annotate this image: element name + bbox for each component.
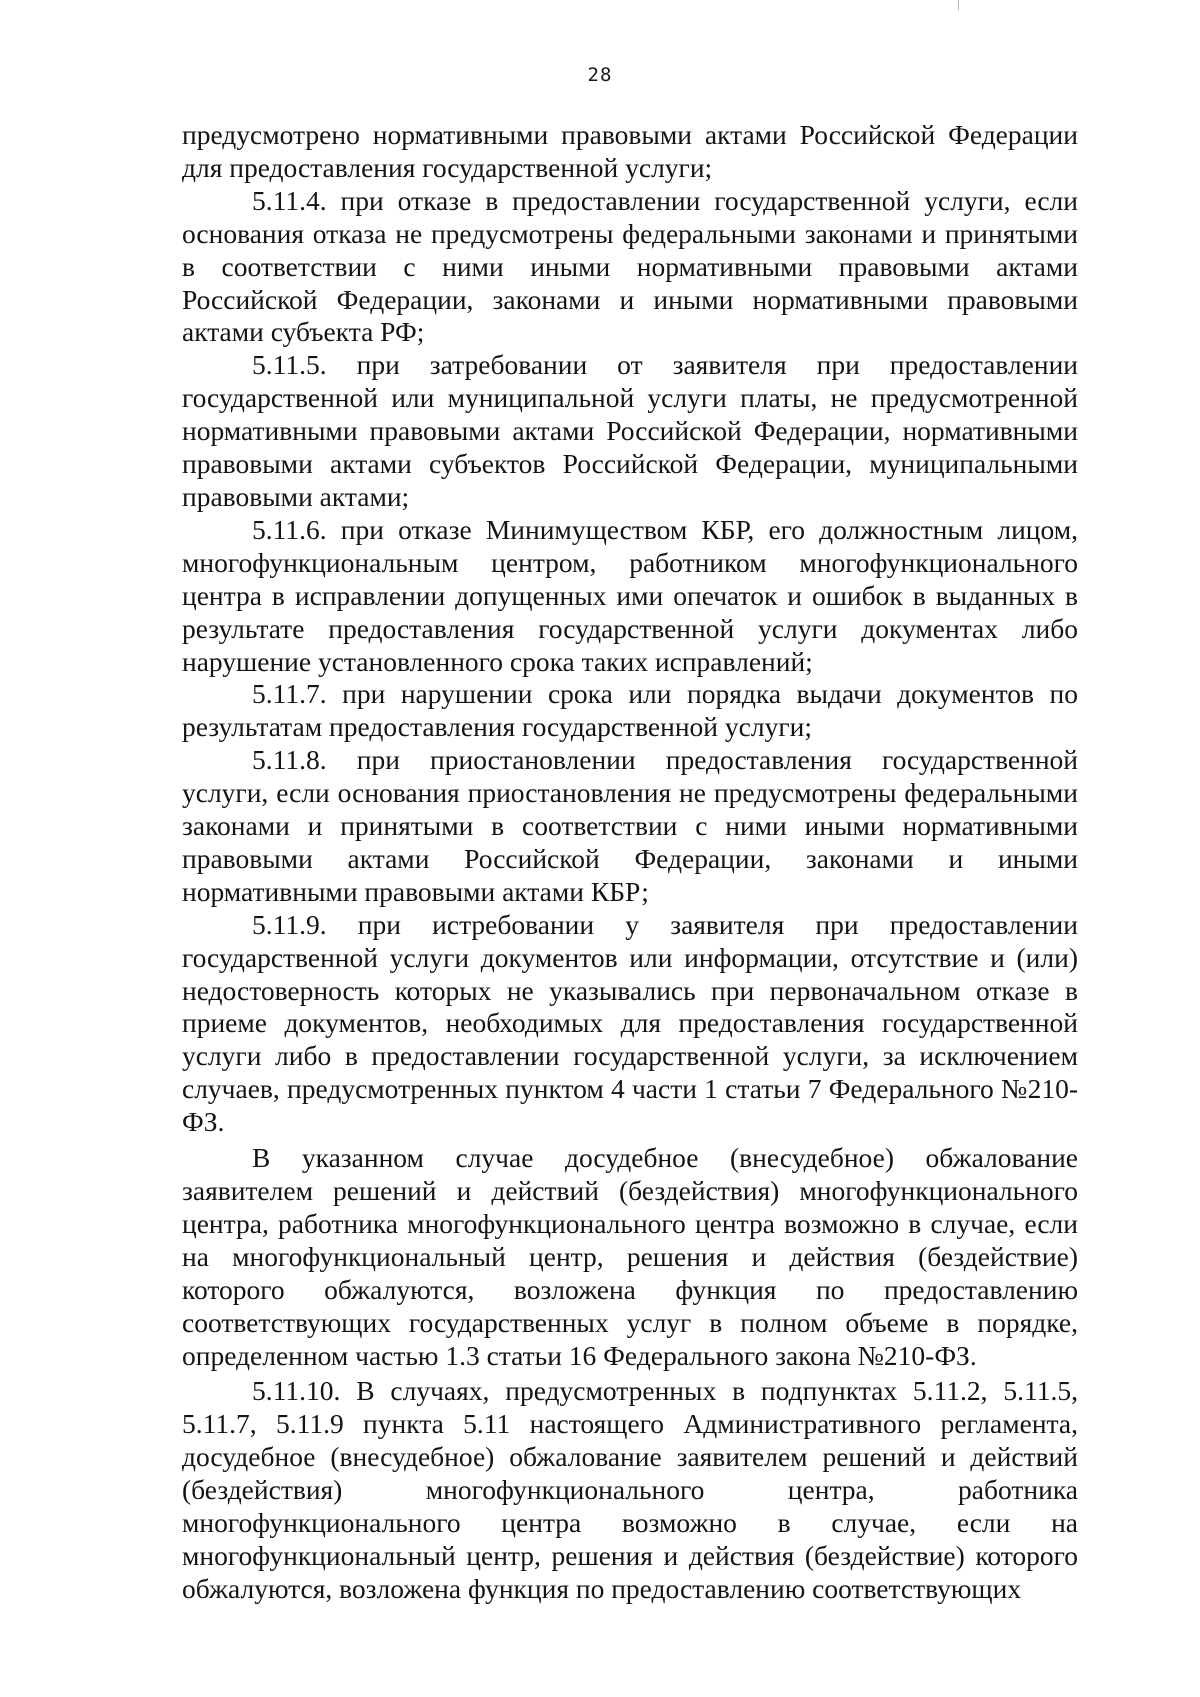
document-body — [182, 119, 1078, 1606]
paragraph-5-11-7: 5.11.7. при нарушении срока или порядка выдачи документов по результатам предоставления государственной услуги; — [182, 678, 1078, 743]
paragraph-5-11-9: 5.11.9. при истребовании у заявителя при предоставлении государственной услуги документов или информации, отсутствие и (или) недостоверность которых не указывались при первоначальном отказе в приеме документов, необходимых для предоставления государственной услуги либо в предоставлении государственной услуги, за исключением случаев, предусмотренных пунктом 4 части 1 статьи 7 Федерального №210-ФЗ. — [182, 908, 1078, 1138]
paragraph-5-11-5: 5.11.5. при затребовании от заявителя при предоставлении государственной или муниципальной услуги платы, не предусмотренной нормативными правовыми актами Российской Федерации, нормативными правовыми актами субъектов Российской Федерации, муниципальными правовыми актами; — [182, 349, 1078, 512]
paragraph-continuation: предусмотрено нормативными правовыми актами Российской Федерации для предоставления государственной услуги; — [182, 119, 1078, 183]
paragraph-5-11-4: 5.11.4. при отказе в предоставлении государственной услуги, если основания отказа не предусмотрены федеральными законами и принятыми в соответствии с ними иными нормативными правовыми актами Российской Федерации, законами и иными нормативными правовыми актами субъекта РФ; — [182, 184, 1078, 348]
paragraph-5-11-8: 5.11.8. при приостановлении предоставления государственной услуги, если основания приостановления не предусмотрены федеральными законами и принятыми в соответствии с ними иными нормативными правовыми актами Российской Федерации, законами и иными нормативными правовыми актами КБР; — [182, 744, 1078, 907]
paragraph-5-11-10: 5.11.10. В случаях, предусмотренных в подпунктах 5.11.2, 5.11.5, 5.11.7, 5.11.9 пункта 5.11 настоящего Административного регламента, досудебное (внесудебное) обжалование заявителем решений и действий (бездействия) многофункционального центра, работника многофункционального центра возможно в случае, если на многофункциональный центр, решения и действия (бездействие) которого обжалуются, возложена функция по предоставлению соответствующих — [182, 1375, 1078, 1604]
page-number: 28 — [587, 64, 613, 86]
scan-artifact-mark — [958, 0, 959, 10]
paragraph-mfc-appeal-note: В указанном случае досудебное (внесудебное) обжалование заявителем решений и действий (бездействия) многофункционального центра, работника многофункционального центра возможно в случае, если на многофункциональный центр, решения и действия (бездействие) которого обжалуются, возложена функция по предоставлению соответствующих государственных услуг в полном объеме в порядке, определенном частью 1.3 статьи 16 Федерального закона №210-ФЗ. — [182, 1142, 1078, 1371]
paragraph-5-11-6: 5.11.6. при отказе Минимуществом КБР, его должностным лицом, многофункциональным центром, работником многофункционального центра в исправлении допущенных ими опечаток и ошибок в выданных в результате предоставления государственной услуги документах либо нарушение установленного срока таких исправлений; — [182, 513, 1078, 677]
